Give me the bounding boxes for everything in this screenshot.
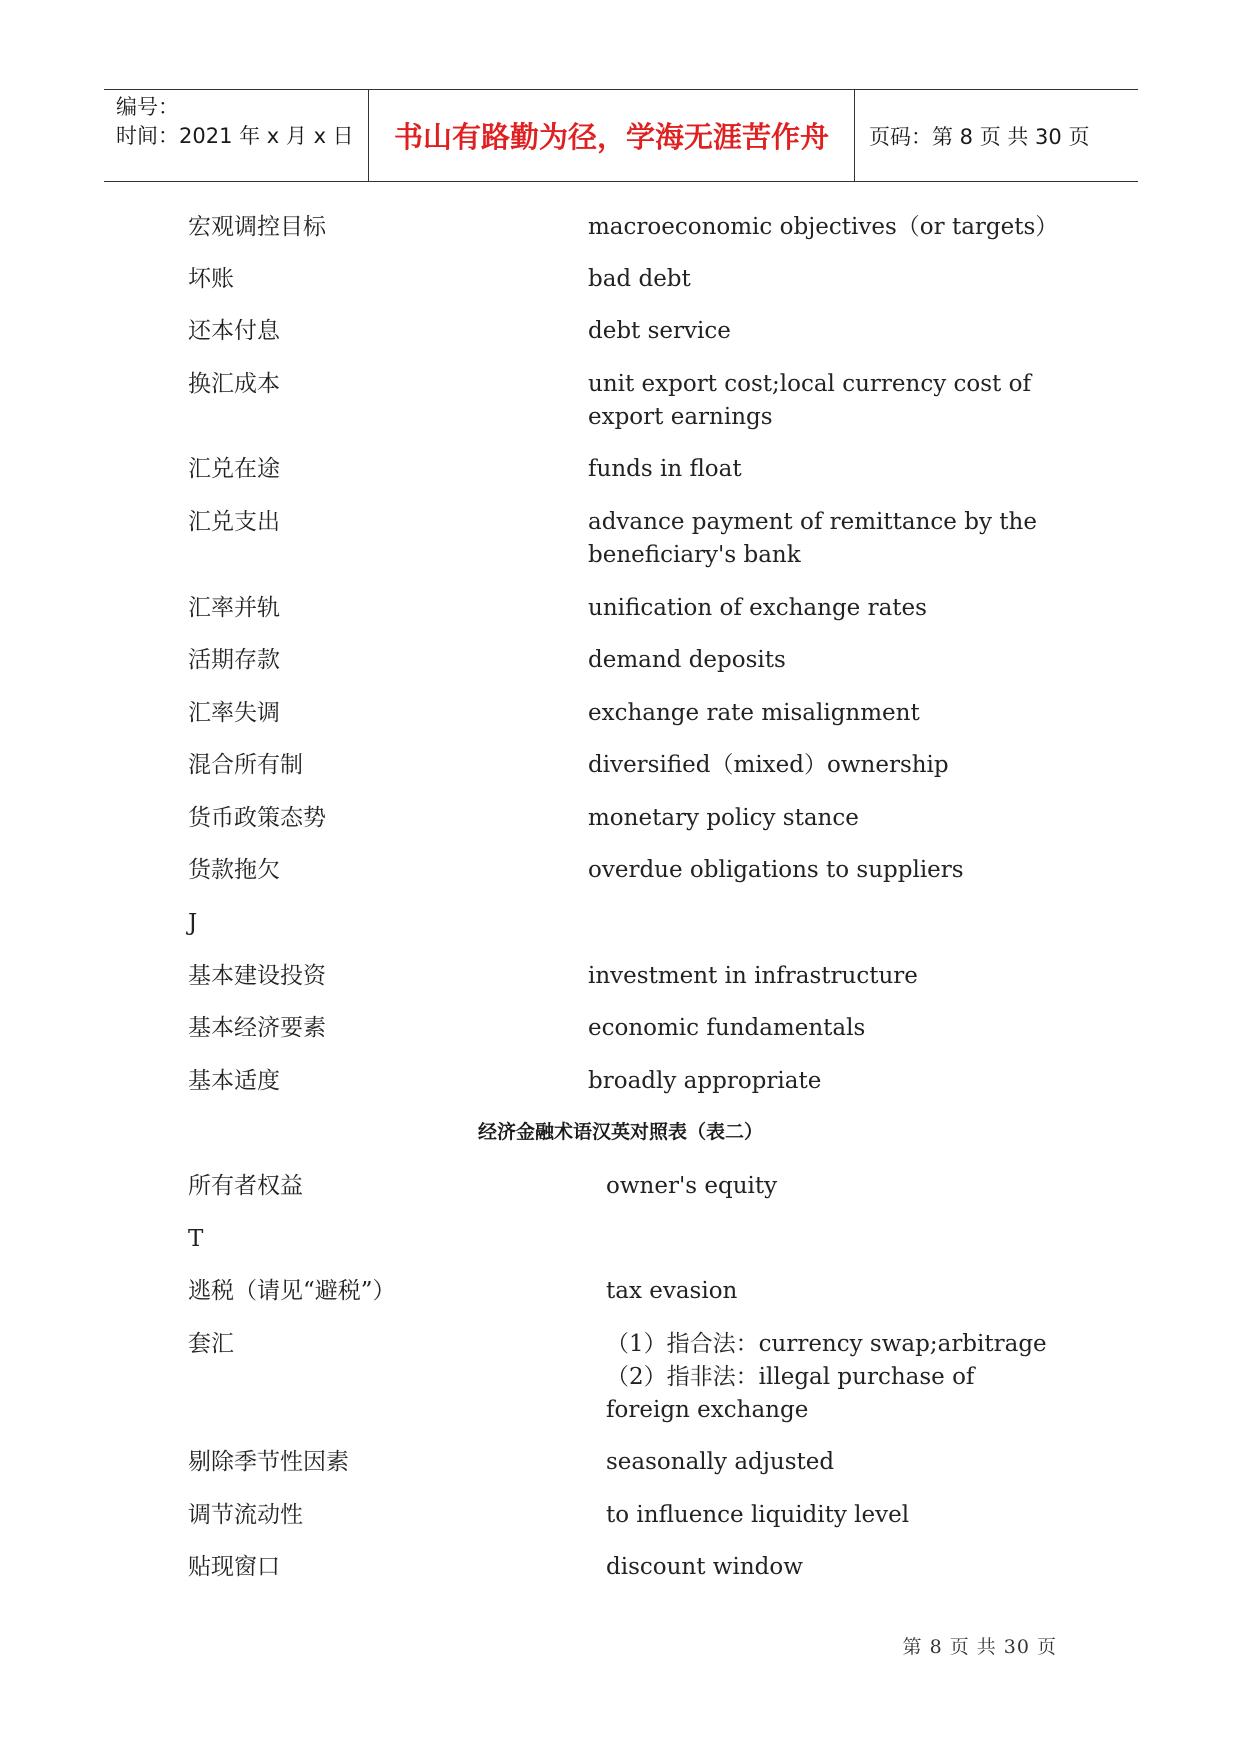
term-english: advance payment of remittance by the beneficiary's bank <box>588 509 1037 568</box>
term-english: monetary policy stance <box>588 805 859 831</box>
term-english: unification of exchange rates <box>588 595 927 621</box>
page-header <box>104 89 1138 182</box>
header-motto: 书山有路勤为径，学海无涯苦作舟 <box>368 90 855 181</box>
document-number-label: 编号： <box>116 95 179 119</box>
term-chinese: 逃税（请见“避税”） <box>188 1278 396 1304</box>
term-english: bad debt <box>588 266 691 292</box>
table-title: 经济金融术语汉英对照表（表二） <box>477 1121 763 1143</box>
term-english: investment in infrastructure <box>588 963 918 989</box>
term-english: overdue obligations to suppliers <box>588 857 964 883</box>
term-chinese: 换汇成本 <box>188 371 280 397</box>
term-chinese: 基本适度 <box>188 1068 280 1094</box>
term-chinese: 汇率并轨 <box>188 595 280 621</box>
term-english: discount window <box>606 1554 803 1580</box>
term-chinese: 套汇 <box>188 1331 234 1357</box>
term-english: （1）指合法：currency swap;arbitrage（2）指非法：illegal purchase of foreign exchange <box>606 1331 1047 1423</box>
term-english: unit export cost;local currency cost of export earnings <box>588 371 1031 430</box>
term-chinese: 宏观调控目标 <box>188 214 326 240</box>
term-chinese: 贴现窗口 <box>188 1554 280 1580</box>
term-english: debt service <box>588 318 731 344</box>
term-chinese: 汇兑在途 <box>188 456 280 482</box>
term-english: to influence liquidity level <box>606 1502 910 1528</box>
term-chinese: 还本付息 <box>188 318 280 344</box>
page-footer: 第 8 页 共 30 页 <box>902 1636 1057 1658</box>
term-chinese: 调节流动性 <box>188 1502 303 1528</box>
term-chinese: 货款拖欠 <box>188 857 280 883</box>
term-english: macroeconomic objectives（or targets） <box>588 214 1059 240</box>
term-english: demand deposits <box>588 647 786 673</box>
header-meta <box>104 90 368 181</box>
term-chinese: 货币政策态势 <box>188 805 326 831</box>
term-english: seasonally adjusted <box>606 1449 835 1475</box>
document-date-label: 时间：2021 年 x 月 x 日 <box>116 124 354 148</box>
term-english: economic fundamentals <box>588 1015 866 1041</box>
term-english: exchange rate misalignment <box>588 700 920 726</box>
index-letter-t: T <box>188 1226 204 1252</box>
term-english: broadly appropriate <box>588 1068 822 1094</box>
term-chinese: 基本建设投资 <box>188 963 326 989</box>
term-english: diversified（mixed）ownership <box>588 752 949 778</box>
term-chinese: 坏账 <box>188 266 234 292</box>
term-chinese: 汇率失调 <box>188 700 280 726</box>
header-page-label: 页码：第 8 页 共 30 页 <box>869 124 1090 149</box>
term-english: owner's equity <box>606 1173 778 1199</box>
term-english: funds in float <box>588 456 742 482</box>
term-chinese: 汇兑支出 <box>188 509 280 535</box>
term-chinese: 剔除季节性因素 <box>188 1449 349 1475</box>
term-chinese: 所有者权益 <box>188 1173 303 1199</box>
term-chinese: 混合所有制 <box>188 752 303 778</box>
index-letter-j: J <box>188 910 198 936</box>
term-english: tax evasion <box>606 1278 738 1304</box>
term-chinese: 活期存款 <box>188 647 280 673</box>
term-chinese: 基本经济要素 <box>188 1015 326 1041</box>
